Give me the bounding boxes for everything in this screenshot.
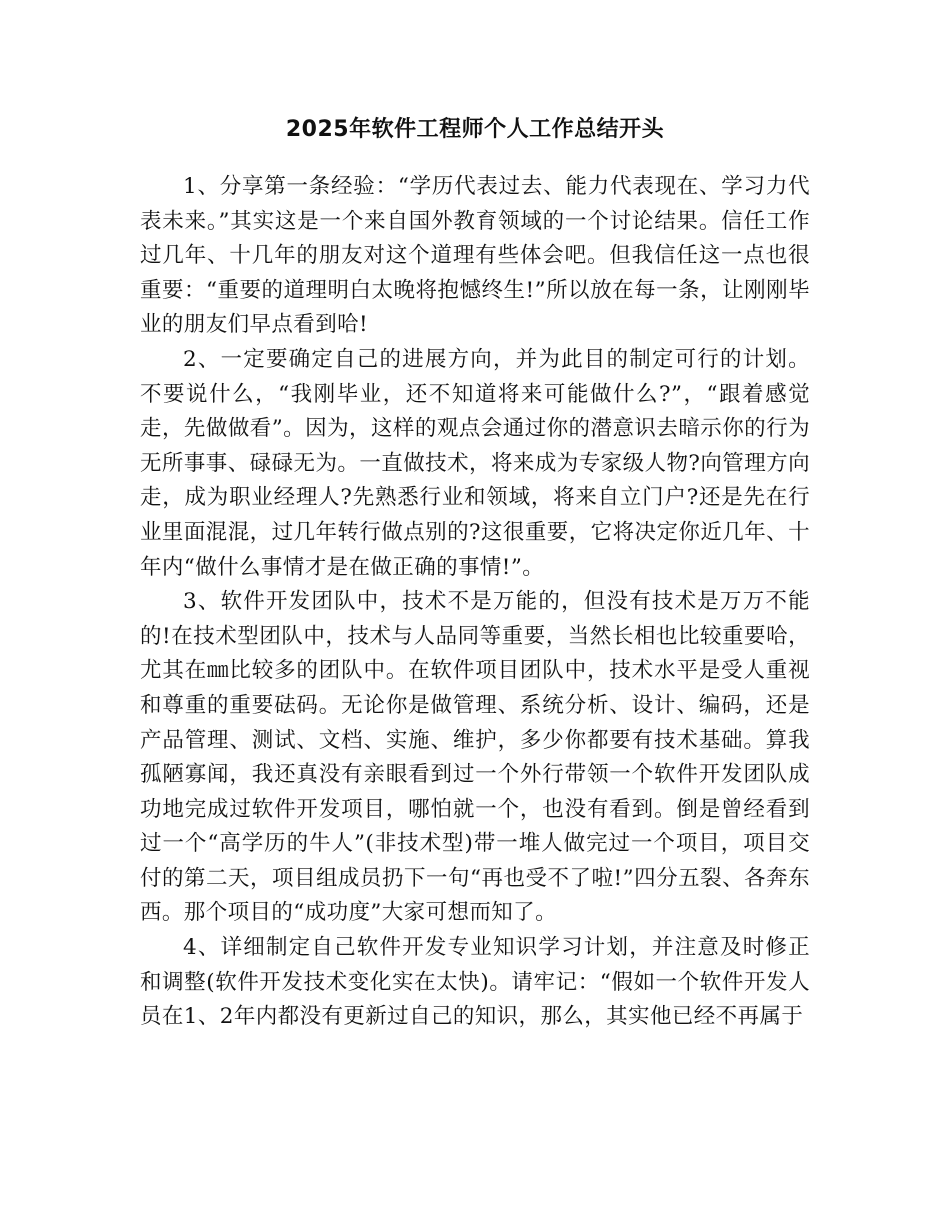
paragraph-2: 2、一定要确定自己的进展方向，并为此目的制定可行的计划。不要说什么，“我刚毕业，还不知道将来可能做什么?”，“跟着感觉走，先做做看”。因为，这样的观点会通过你的潜意识去暗示你的行为无所事事、碌碌无为。一直做技术，将来成为专家级人物?向管理方向走，成为职业经理人?先熟悉行业和领域，将来自立门户?还是先在行业里面混混，过几年转行做点别的?这很重要，它将决定你近几年、十年内“做什么事情才是在做正确的事情!”。 <box>140 346 810 580</box>
paragraph-1: 1、分享第一条经验：“学历代表过去、能力代表现在、学习力代表未来。”其实这是一个来自国外教育领域的一个讨论结果。信任工作过几年、十几年的朋友对这个道理有些体会吧。但我信任这一点也很重要：“重要的道理明白太晚将抱憾终生!”所以放在每一条，让刚刚毕业的朋友们早点看到哈! <box>140 174 810 338</box>
document-body <box>140 170 810 1035</box>
paragraph-3: 3、软件开发团队中，技术不是万能的，但没有技术是万万不能的!在技术型团队中，技术与人品同等重要，当然长相也比较重要哈，尤其在㎜比较多的团队中。在软件项目团队中，技术水平是受人重视和尊重的重要砝码。无论你是做管理、系统分析、设计、编码，还是产品管理、测试、文档、实施、维护，多少你都要有技术基础。算我孤陋寡闻，我还真没有亲眼看到过一个外行带领一个软件开发团队成功地完成过软件开发项目，哪怕就一个，也没有看到。倒是曾经看到过一个“高学历的牛人”(非技术型)带一堆人做完过一个项目，项目交付的第二天，项目组成员扔下一句“再也受不了啦!”四分五裂、各奔东西。那个项目的“成功度”大家可想而知了。 <box>140 589 810 926</box>
paragraph-4: 4、详细制定自己软件开发专业知识学习计划，并注意及时修正和调整(软件开发技术变化实在太快)。请牢记：“假如一个软件开发人员在1、2年内都没有更新过自己的知识，那么，其实他已经不再属于 <box>140 935 810 1030</box>
document-title: 2025年软件工程师个人工作总结开头 <box>285 117 665 142</box>
